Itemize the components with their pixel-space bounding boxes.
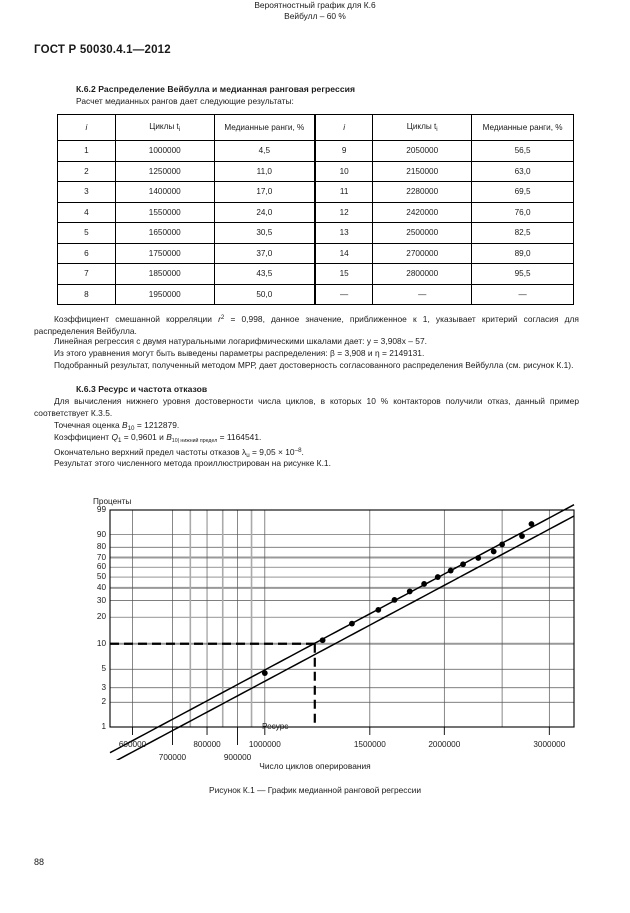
y-tick-label: 99 xyxy=(96,505,106,514)
cell-i-right: — xyxy=(315,284,373,305)
y-tick-label: 50 xyxy=(96,572,106,582)
table-row xyxy=(58,161,574,182)
x-tick-label: 700000 xyxy=(158,753,187,762)
cell-cycles-right: 2700000 xyxy=(373,243,472,264)
x-tick-label: 600000 xyxy=(118,740,147,749)
cell-i-right: 13 xyxy=(315,223,373,244)
page-number: 88 xyxy=(34,857,45,867)
p1-symbol-r: r xyxy=(218,314,221,324)
cell-rank-right: — xyxy=(472,284,574,305)
cell-rank-left: 17,0 xyxy=(214,182,315,203)
cell-i-right: 14 xyxy=(315,243,373,264)
weibull-probability-plot xyxy=(0,500,630,760)
paragraph-illustration-ref xyxy=(34,458,579,470)
cell-cycles-left: 1250000 xyxy=(115,161,214,182)
p6-symbol-b: B xyxy=(121,420,128,430)
th-ranks-left: Медианные ранги, % xyxy=(214,115,315,141)
x-tick-label: 2000000 xyxy=(428,740,461,749)
y-axis-label: Проценты xyxy=(93,497,132,506)
cell-i-left: 1 xyxy=(58,141,116,162)
p7-b-subscript: 10| нижний предел xyxy=(171,438,218,444)
cell-i-left: 6 xyxy=(58,243,116,264)
paragraph-mrr-result xyxy=(34,360,579,372)
cell-rank-left: 50,0 xyxy=(214,284,315,305)
document-header: ГОСТ Р 50030.4.1—2012 xyxy=(34,44,171,56)
cell-i-right: 15 xyxy=(315,264,373,285)
figure-title-line1: Вероятностный график для К.6 xyxy=(254,0,376,10)
table-body xyxy=(58,141,574,305)
cell-rank-left: 43,5 xyxy=(214,264,315,285)
p6-subscript: 10 xyxy=(127,425,135,432)
cell-rank-left: 24,0 xyxy=(214,202,315,223)
cell-i-left: 3 xyxy=(58,182,116,203)
p8-subscript: u xyxy=(246,452,250,459)
p9-text: Результат этого численного метода проиллюстрирован на рисунке К.1. xyxy=(54,458,331,468)
th-cycles-left: Циклы $t_i$ xyxy=(115,115,214,141)
p1-text-a: Коэффициент смешанной корреляции xyxy=(54,314,219,324)
cell-cycles-right: — xyxy=(373,284,472,305)
median-ranks-table-wrapper xyxy=(57,114,574,305)
p8-text-c: . xyxy=(301,447,304,457)
table-row xyxy=(58,182,574,203)
y-tick-label: 10 xyxy=(96,638,106,648)
p2-text: Линейная регрессия с двумя натуральными логарифмическими шкалами дает: y = 3,908х – 57. xyxy=(54,336,428,346)
cell-i-left: 8 xyxy=(58,284,116,305)
cell-rank-right: 95,5 xyxy=(472,264,574,285)
p1-text-b: = 0,998, данное значение, приближенное к 1, указывает критерий согласия для распределения Вейбулла. xyxy=(34,314,579,336)
p3-text: Из этого уравнения могут быть выведены параметры распределения: β = 3,908 и η = 2149131. xyxy=(54,348,425,358)
cell-rank-left: 11,0 xyxy=(214,161,315,182)
y-tick-label: 30 xyxy=(96,595,106,605)
cell-rank-right: 63,0 xyxy=(472,161,574,182)
cell-i-left: 4 xyxy=(58,202,116,223)
p8-text-b: = 9,05 × 10 xyxy=(249,447,295,457)
x-tick-label: 1000000 xyxy=(248,740,281,749)
cell-rank-right: 56,5 xyxy=(472,141,574,162)
cell-rank-left: 37,0 xyxy=(214,243,315,264)
cell-i-left: 5 xyxy=(58,223,116,244)
paragraph-correlation xyxy=(34,312,579,337)
y-tick-label: 20 xyxy=(96,612,106,622)
cell-cycles-left: 1650000 xyxy=(115,223,214,244)
figure-title xyxy=(0,0,630,22)
cell-cycles-left: 1950000 xyxy=(115,284,214,305)
table-row xyxy=(58,141,574,162)
table-row xyxy=(58,202,574,223)
cell-cycles-right: 2050000 xyxy=(373,141,472,162)
p6-text-a: Точечная оценка xyxy=(54,420,122,430)
cell-cycles-left: 1750000 xyxy=(115,243,214,264)
th-i-left: i xyxy=(58,115,116,141)
y-tick-label: 2 xyxy=(101,697,106,707)
p6-text-c: = 1212879. xyxy=(134,420,180,430)
y-tick-label: 80 xyxy=(96,542,106,552)
p7-text-c: = 1164541. xyxy=(217,432,262,442)
p4-text: Подобранный результат, полученный методом МРР, дает достоверность согласованного распределения Вейбулла (см. рисунок К.1). xyxy=(54,360,574,370)
p7-text-a: Коэффициент xyxy=(54,432,112,442)
th-i-right: i xyxy=(315,115,373,141)
cell-rank-right: 76,0 xyxy=(472,202,574,223)
cell-i-right: 10 xyxy=(315,161,373,182)
p8-exponent: –8 xyxy=(294,447,302,454)
cell-cycles-left: 1400000 xyxy=(115,182,214,203)
cell-cycles-right: 2280000 xyxy=(373,182,472,203)
cell-rank-right: 82,5 xyxy=(472,223,574,244)
x-tick-label: 800000 xyxy=(193,740,221,749)
cell-cycles-left: 1550000 xyxy=(115,202,214,223)
th-cycles-right: Циклы $t_i$ xyxy=(373,115,472,141)
y-tick-label: 3 xyxy=(101,682,106,692)
cell-rank-left: 30,5 xyxy=(214,223,315,244)
median-ranks-table xyxy=(57,114,574,305)
p1-exponent: 2 xyxy=(220,314,225,321)
table-row xyxy=(58,243,574,264)
y-tick-label: 90 xyxy=(96,529,106,539)
section-heading-k63: К.6.3 Ресурс и частота отказов xyxy=(76,384,208,394)
p7-symbol-q: Q xyxy=(111,432,118,442)
cell-cycles-left: 1000000 xyxy=(115,141,214,162)
cell-i-right: 9 xyxy=(315,141,373,162)
y-tick-label: 5 xyxy=(101,664,106,674)
resource-annotation: Ресурс xyxy=(262,722,289,731)
table-row xyxy=(58,264,574,285)
x-tick-label: 1500000 xyxy=(353,740,386,749)
cell-cycles-right: 2150000 xyxy=(373,161,472,182)
p8-text-a: Окончательно верхний предел частоты отказов λ xyxy=(54,447,247,457)
x-tick-label: 900000 xyxy=(223,753,252,762)
table-header-row xyxy=(58,115,574,141)
y-tick-label: 60 xyxy=(96,562,106,572)
section-heading-k62: К.6.2 Распределение Вейбулла и медианная ранговая регрессия xyxy=(76,84,356,94)
cell-cycles-left: 1850000 xyxy=(115,264,214,285)
cell-cycles-right: 2500000 xyxy=(373,223,472,244)
paragraph-linear-regression xyxy=(34,336,579,348)
th-ranks-right: Медианные ранги, % xyxy=(472,115,574,141)
y-tick-label: 70 xyxy=(96,552,106,562)
p7-q-subscript: 1 xyxy=(117,437,122,444)
p7-text-b: = 0,9601 и xyxy=(121,432,167,442)
figure-title-line2: Вейбулл – 60 % xyxy=(284,11,346,21)
table-row xyxy=(58,284,574,305)
y-tick-label: 40 xyxy=(96,582,106,592)
y-tick-label: 1 xyxy=(101,722,106,731)
cell-cycles-right: 2800000 xyxy=(373,264,472,285)
cell-rank-left: 4,5 xyxy=(214,141,315,162)
cell-rank-right: 69,5 xyxy=(472,182,574,203)
cell-i-left: 2 xyxy=(58,161,116,182)
cell-rank-right: 89,0 xyxy=(472,243,574,264)
x-tick-label: 3000000 xyxy=(533,740,566,749)
section-intro-k62: Расчет медианных рангов дает следующие результаты: xyxy=(76,96,294,106)
p5-text: Для вычисления нижнего уровня достоверности числа циклов, в которых 10 % контакторов получили отказ, данный пример соответствует К.3.5. xyxy=(34,396,579,418)
cell-i-right: 12 xyxy=(315,202,373,223)
paragraph-parameters xyxy=(34,348,579,360)
paragraph-lower-confidence xyxy=(34,396,579,419)
cell-i-right: 11 xyxy=(315,182,373,203)
cell-cycles-right: 2420000 xyxy=(373,202,472,223)
figure-caption: Рисунок К.1 — График медианной ранговой регрессии xyxy=(208,785,421,795)
table-row xyxy=(58,223,574,244)
p7-symbol-b: B xyxy=(166,432,172,442)
x-axis-title: Число циклов оперирования xyxy=(259,761,371,771)
cell-i-left: 7 xyxy=(58,264,116,285)
